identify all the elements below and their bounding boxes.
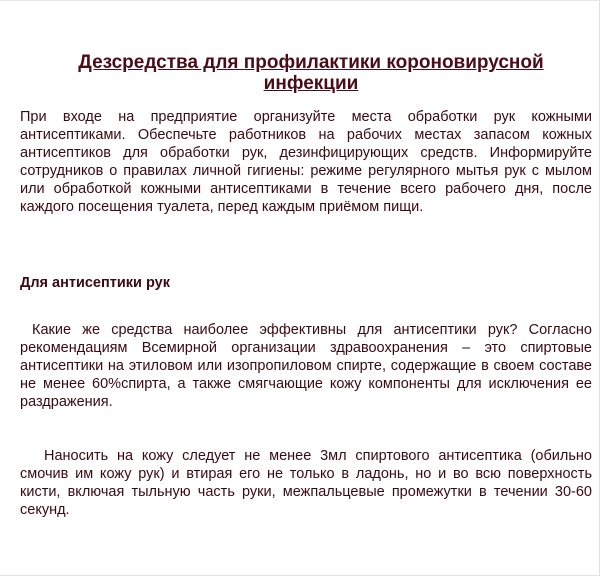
- intro-paragraph: При входе на предприятие организуйте места обработки рук кожными антисептиками. Обеспечьте работников на рабочих местах запасом кожных антисептиков для обработки рук, дезинфицирующих средств. Информируйте сотрудников о правилах личной гигиены: режиме регулярного мытья рук с мылом или обработкой кожными антисептиками в течение всего рабочего дня, после каждого посещения туалета, перед каждым приёмом пищи.: [20, 109, 592, 215]
- article-content: [20, 52, 592, 519]
- section-heading: Для антисептики рук: [20, 275, 170, 291]
- page-title: Дезсредства для профилактики короновирусной инфекции: [78, 52, 544, 94]
- antiseptic-paragraph: Какие же средства наиболее эффективны для антисептики рук? Согласно рекомендациям Всемирной организации здравоохранения – это спиртовые антисептики на этиловом или изопропиловом спирте, содержащие в своем составе не менее 60%спирта, а также смягчающие кожу компоненты для исключения ее раздражения.: [20, 322, 592, 410]
- application-paragraph: Наносить на кожу следует не менее 3мл спиртового антисептика (обильно смочив им кожу рук) и втирая его не только в ладонь, но и во всю поверхность кисти, включая тыльную часть руки, межпальцевые промежутки в течении 30-60 секунд.: [20, 448, 592, 518]
